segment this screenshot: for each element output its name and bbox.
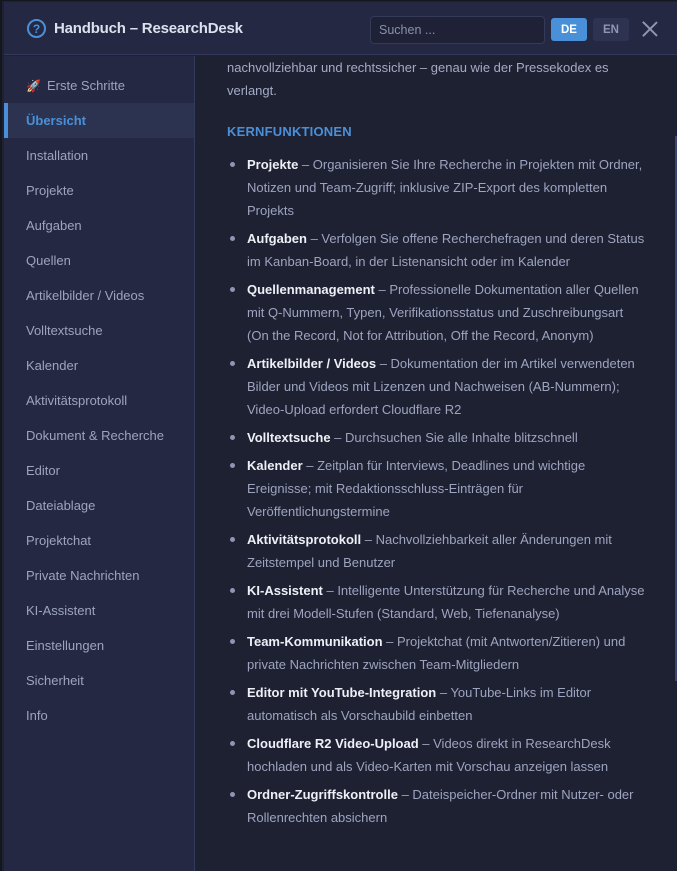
feature-list [227,153,647,834]
content-area [196,56,677,871]
window-title: Handbuch – ResearchDesk [54,20,243,37]
feature-name: Ordner-Zugriffskontrolle [247,787,398,802]
sidebar-item-ki-assistent[interactable] [4,593,194,628]
sidebar-item-label: Einstellungen [26,638,105,653]
sidebar-nav [4,56,195,871]
feature-name: KI-Assistent [247,583,323,598]
sidebar-item-label: Volltextsuche [26,323,103,338]
sidebar-item-label: Dokument & Recherche [26,428,165,443]
sidebar-item-projekte[interactable] [4,173,194,208]
help-circle-icon: ? [27,19,46,38]
sidebar-item-label: Editor [26,463,60,478]
sidebar-item-quellen[interactable] [4,243,194,278]
feature-name: Volltextsuche [247,430,331,445]
feature-description: – Verfolgen Sie offene Recherchefragen und deren Status im Kanban-Board, in der Listenansicht oder im Kalender [247,231,645,269]
feature-description: – Dateispeicher-Ordner mit Nutzer- oder Rollenrechten absichern [247,787,634,825]
sidebar-item-sicherheit[interactable] [4,663,194,698]
search-input[interactable] [370,16,545,44]
feature-description: – Organisieren Sie Ihre Recherche in Projekten mit Ordner, Notizen und Team-Zugriff; inklusive ZIP-Export des kompletten Projekts [247,157,643,218]
header-bar [4,2,677,55]
section-title: KERNFUNKTIONEN [227,124,352,139]
feature-description: – Videos direkt in ResearchDesk hochladen und als Video-Karten mit Vorschau anzeigen lassen [247,736,611,774]
intro-paragraph: nachvollziehbar und rechtssicher – genau wie der Pressekodex es verlangt. [227,60,609,98]
sidebar-item-dokument-recherche[interactable] [4,418,194,453]
sidebar-item-aktivitaetsprotokoll[interactable] [4,383,194,418]
sidebar-item-erste-schritte[interactable] [4,68,194,103]
feature-description: – Zeitplan für Interviews, Deadlines und wichtige Ereignisse; mit Redaktionsschluss-Einträgen für Veröffentlichungstermine [247,458,586,519]
sidebar-item-info[interactable] [4,698,194,733]
sidebar-item-label: Projektchat [26,533,92,548]
feature-description: – Professionelle Dokumentation aller Quellen mit Q-Nummern, Typen, Verifikationsstatus und Zuschreibungsart (On the Record, Not for Attribution, Off the Record, Anonym) [247,282,639,343]
list-item [227,579,647,625]
sidebar-item-label: Artikelbilder / Videos [26,288,145,303]
sidebar-item-artikelbilder-videos[interactable] [4,278,194,313]
feature-description: – Intelligente Unterstützung für Recherche und Analyse mit drei Modell-Stufen (Standard, Web, Tiefenanalyse) [247,583,645,621]
feature-name: Aktivitätsprotokoll [247,532,362,547]
feature-name: Kalender [247,458,303,473]
sidebar-item-label: Info [26,708,48,723]
list-item [227,352,647,421]
list-item [227,153,647,222]
sidebar-item-label: KI-Assistent [26,603,96,618]
sidebar-item-uebersicht[interactable] [4,103,194,138]
sidebar-item-label: Übersicht [26,113,86,128]
list-item [227,528,647,574]
sidebar-item-aufgaben[interactable] [4,208,194,243]
close-icon[interactable] [640,19,660,39]
sidebar-item-label: Installation [26,148,89,163]
sidebar-item-private-nachrichten[interactable] [4,558,194,593]
sidebar-item-label: Erste Schritte [46,78,125,93]
feature-name: Artikelbilder / Videos [247,356,377,371]
list-item [227,454,647,523]
sidebar-item-label: Quellen [26,253,71,268]
sidebar-item-label: Kalender [26,358,79,373]
sidebar-item-label: Aufgaben [26,218,82,233]
feature-name: Editor mit YouTube-Integration [247,685,437,700]
list-item [227,227,647,273]
feature-description: – Dokumentation der im Artikel verwendeten Bilder und Videos mit Lizenzen und Nachweisen (AB-Nummern); Video-Upload erfordert Cloudflare R2 [247,356,635,417]
sidebar-item-editor[interactable] [4,453,194,488]
list-item [227,278,647,347]
list-item [227,783,647,829]
feature-name: Projekte [247,157,299,172]
sidebar-item-dateiablage[interactable] [4,488,194,523]
sidebar-item-label: Sicherheit [26,673,84,688]
feature-name: Team-Kommunikation [247,634,383,649]
feature-name: Aufgaben [247,231,307,246]
feature-description: – Nachvollziehbarkeit aller Änderungen mit Zeitstempel und Benutzer [247,532,612,570]
list-item [227,426,647,449]
feature-name: Cloudflare R2 Video-Upload [247,736,419,751]
rocket-icon: 🚀 [26,78,41,93]
list-item [227,732,647,778]
language-en-button[interactable]: EN [593,18,629,41]
sidebar-item-volltextsuche[interactable] [4,313,194,348]
sidebar-item-kalender[interactable] [4,348,194,383]
sidebar-item-installation[interactable] [4,138,194,173]
sidebar-item-einstellungen[interactable] [4,628,194,663]
feature-description: – Projektchat (mit Antworten/Zitieren) und private Nachrichten zwischen Team-Mitgliedern [247,634,626,672]
list-item [227,630,647,676]
sidebar-item-label: Dateiablage [26,498,96,513]
language-de-button[interactable]: DE [551,18,587,41]
list-item [227,681,647,727]
feature-description: – YouTube-Links im Editor automatisch als Vorschaubild einbetten [247,685,592,723]
sidebar-item-label: Private Nachrichten [26,568,140,583]
sidebar-item-label: Aktivitätsprotokoll [26,393,128,408]
feature-description: – Durchsuchen Sie alle Inhalte blitzschnell [330,430,578,445]
feature-name: Quellenmanagement [247,282,375,297]
sidebar-item-projektchat[interactable] [4,523,194,558]
sidebar-item-label: Projekte [26,183,74,198]
